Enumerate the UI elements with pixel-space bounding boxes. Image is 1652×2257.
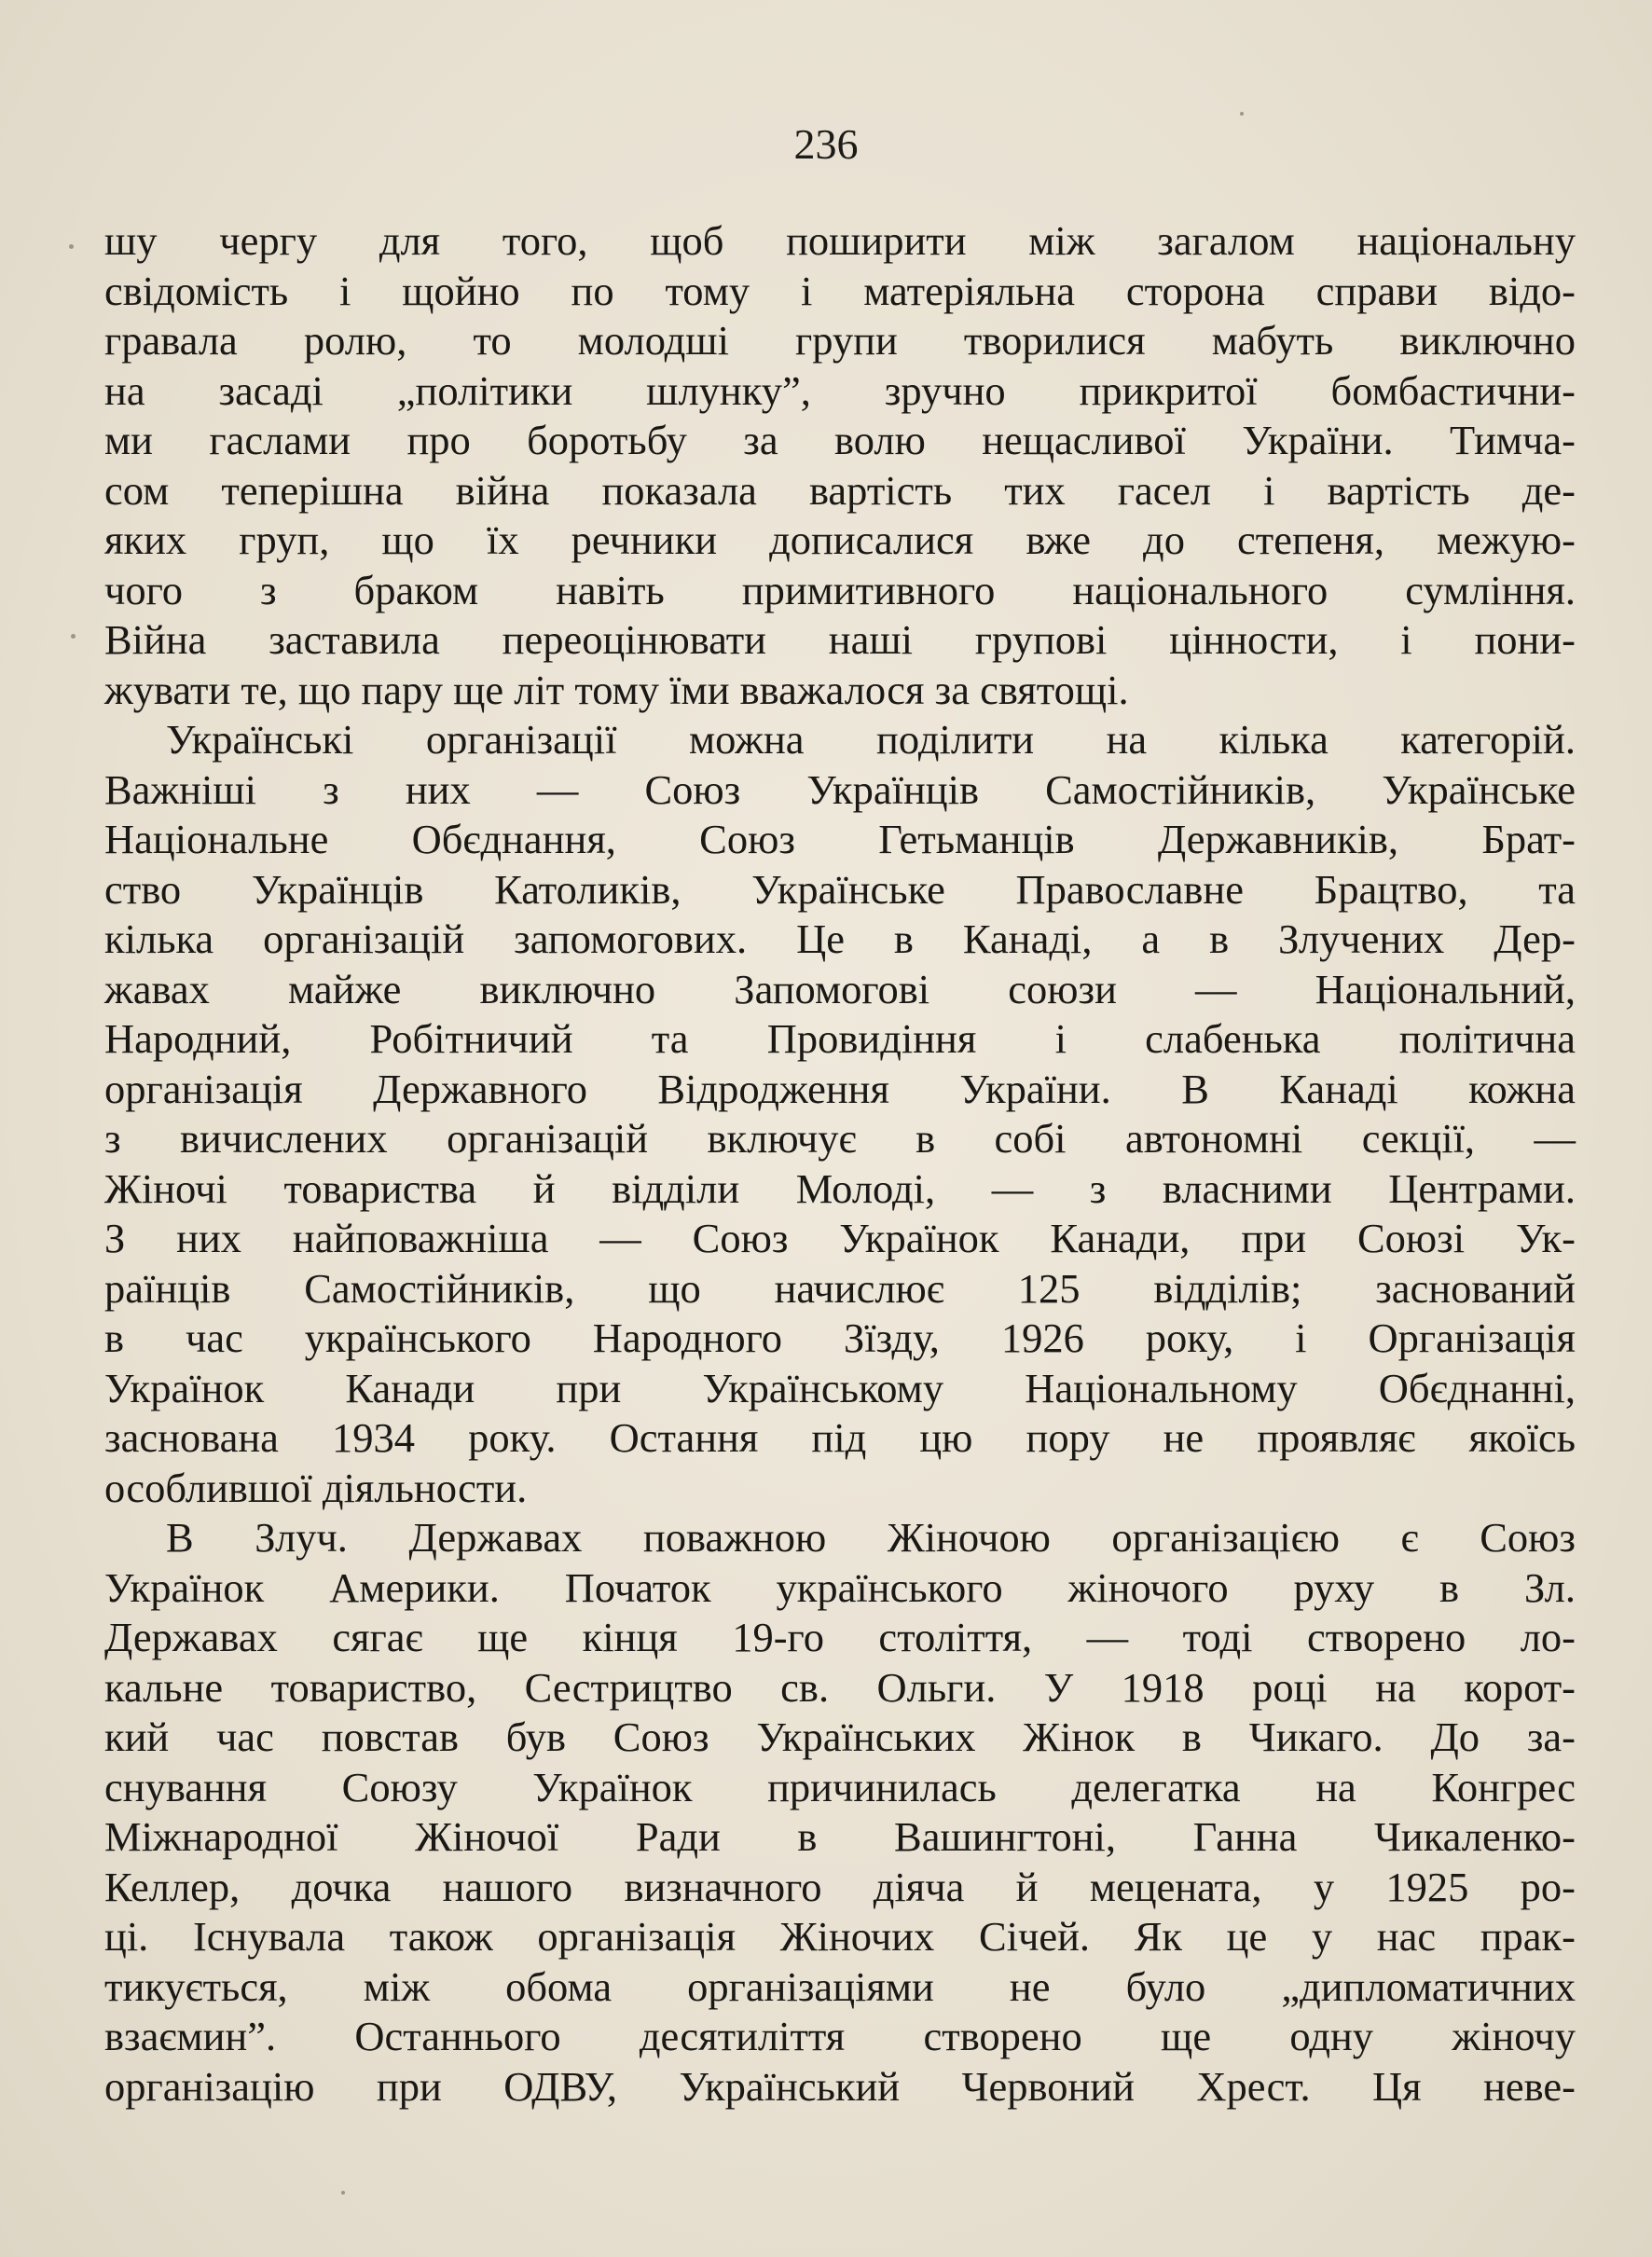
- paragraph: [104, 216, 1576, 715]
- paragraph: [104, 715, 1576, 1513]
- text-line: Українок Америки. Початок українського жіночого руху в Зл.: [104, 1563, 1576, 1611]
- paragraph: [104, 1513, 1576, 2112]
- text-line: жувати те, що пару ще літ тому їми вважалося за святощі.: [104, 666, 1129, 713]
- text-line: Народний, Робітничий та Провидіння і слабенька політична: [104, 1015, 1576, 1062]
- text-line: Українок Канади при Українському Національному Обєднанні,: [104, 1364, 1576, 1411]
- text-line: сом теперішна війна показала вартість тих гасел і вартість де-: [104, 466, 1576, 514]
- text-line: кілька організацій запомогових. Це в Канаді, а в Злучених Дер-: [104, 915, 1576, 962]
- paper-speck: [1240, 112, 1244, 116]
- text-line: гравала ролю, то молодші групи творилися мабуть виключно: [104, 317, 1576, 364]
- text-line: Війна заставила переоцінювати наші групові цінности, і пони-: [104, 616, 1576, 663]
- text-line: снування Союзу Українок причинилась делегатка на Конгрес: [104, 1763, 1576, 1810]
- text-line: заснована 1934 року. Остання під цю пору не проявляє якоїсь: [104, 1414, 1576, 1461]
- text-line: шу чергу для того, щоб поширити між загалом національну: [104, 217, 1576, 264]
- text-line: Важніші з них — Союз Українців Самостійників, Українське: [104, 765, 1576, 813]
- text-line: Державах сягає ще кінця 19-го століття, — тоді створено ло-: [104, 1614, 1576, 1660]
- text-line: чого з браком навіть примитивного національного сумління.: [104, 566, 1576, 613]
- text-line: організацію при ОДВУ, Український Червоний Хрест. Ця неве-: [104, 2062, 1576, 2110]
- text-line: раїнців Самостійників, що начислює 125 відділів; заснований: [104, 1264, 1576, 1312]
- paper-speck: [69, 244, 74, 249]
- text-line: Міжнародної Жіночої Ради в Вашингтоні, Ганна Чикаленко-: [104, 1813, 1576, 1860]
- page-number: 236: [793, 120, 859, 168]
- text-line: Жіночі товариства й відділи Молоді, — з власними Центрами.: [104, 1164, 1576, 1212]
- paper-speck: [341, 2191, 345, 2195]
- text-line: на засаді „політики шлунку”, зручно прикритої бомбастични-: [104, 366, 1576, 414]
- text-body: [104, 216, 1576, 2112]
- text-line: особлившої діяльности.: [104, 1464, 528, 1511]
- text-line: ці. Існувала також організація Жіночих Січей. Як це у нас прак-: [104, 1913, 1576, 1960]
- text-line: з вичислених організацій включує в собі автономні секції, —: [104, 1115, 1576, 1162]
- text-line: В Злуч. Державах поважною Жіночою організацією є Союз: [166, 1514, 1576, 1561]
- text-line: тикується, між обома організаціями не було „дипломатичних: [104, 1962, 1576, 2010]
- text-line: жавах майже виключно Запомогові союзи — Національний,: [104, 965, 1576, 1012]
- text-line: ство Українців Католиків, Українське Православне Брацтво, та: [104, 865, 1576, 913]
- text-line: організація Державного Відродження України. В Канаді кожна: [104, 1065, 1576, 1112]
- text-line: З них найповажніша — Союз Українок Канади, при Союзі Ук-: [104, 1215, 1576, 1261]
- text-line: яких груп, що їх речники дописалися вже до степеня, межую-: [104, 516, 1576, 563]
- text-line: Національне Обєднання, Союз Гетьманців Державників, Брат-: [104, 816, 1576, 862]
- text-line: в час українського Народного Зїзду, 1926 року, і Організація: [104, 1314, 1576, 1361]
- text-line: взаємин”. Останнього десятиліття створено ще одну жіночу: [104, 2013, 1576, 2059]
- text-line: Українські організації можна поділити на кілька категорій.: [166, 716, 1576, 763]
- paper-speck: [71, 634, 76, 639]
- text-line: свідомість і щойно по тому і матеріяльна сторона справи відо-: [104, 267, 1576, 314]
- text-line: кальне товариство, Сестрицтво св. Ольги. У 1918 році на корот-: [104, 1663, 1576, 1711]
- text-line: ми гаслами про боротьбу за волю нещасливої України. Тимча-: [104, 417, 1576, 463]
- text-line: Келлер, дочка нашого визначного діяча й мецената, у 1925 ро-: [104, 1863, 1576, 1910]
- text-line: кий час повстав був Союз Українських Жінок в Чикаго. До за-: [104, 1713, 1576, 1760]
